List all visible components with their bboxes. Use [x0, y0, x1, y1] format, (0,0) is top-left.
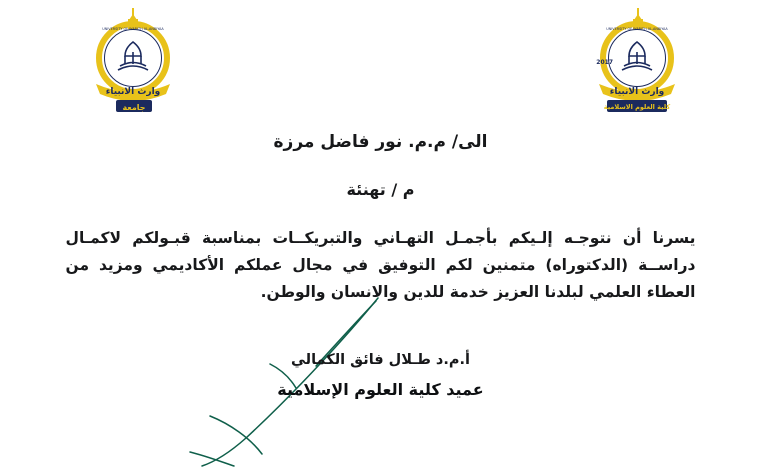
svg-text:وارث الانبياء: وارث الانبياء: [105, 87, 161, 97]
college-seal-right: [587, 6, 683, 124]
svg-text:2017: 2017: [596, 59, 613, 66]
signature-name: أ.م.د طـلال فائق الكمالي: [291, 352, 470, 368]
university-seal-left: [88, 6, 184, 124]
svg-text:كلية العلوم الاسلامية: كلية العلوم الاسلامية: [603, 103, 671, 111]
recipient-line: الى/ م.م. نور فاضل مرزة: [273, 132, 488, 152]
signature-title: عميد كلية العلوم الإسلامية: [277, 380, 484, 399]
body-paragraph-line-2: (الدكتوراه) متمنين لكم التوفيق في مجال عملكم الأكاديمي ومزيد من العطاء العلمي لبلدنا العزيز خدمة للدين والانسان والوطن.: [65, 256, 696, 302]
subject-line: م / تهنئة: [346, 180, 415, 199]
signature-block: [0, 352, 761, 399]
body-paragraph: [66, 225, 696, 306]
svg-text:جامعة: جامعة: [122, 103, 146, 112]
svg-text:UNIVERSITY OF WARITH AL-ANBIYA: UNIVERSITY OF WARITH AL-ANBIYAA: [606, 27, 668, 31]
svg-text:UNIVERSITY OF WARITH AL-ANBIYA: UNIVERSITY OF WARITH AL-ANBIYAA: [102, 27, 164, 31]
body-paragraph-line-1: يسرنا أن نتوجـه إلـيكم بأجمـل التهـاني والتبريكــات بمناسبة قبـولكم لاكمـال دراســة: [65, 229, 696, 275]
svg-text:وارث الانبياء: وارث الانبياء: [609, 87, 665, 97]
letter-body: [0, 132, 761, 306]
